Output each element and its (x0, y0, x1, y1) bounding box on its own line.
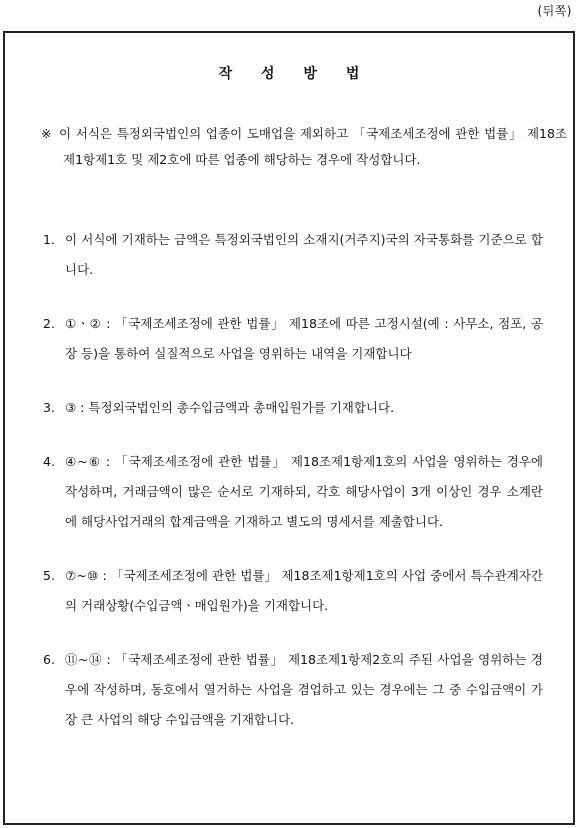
item-text: ④~⑥ : 「국제조세조정에 관한 법률」 제18조제1항제1호의 사업을 영위하는 경우에 작성하며, 거래금액이 많은 순서로 기재하되, 각호 해당사업이 3개 이상인 경우 소계란에 해당사업거래의 합계금액을 기재하고 별도의 명세서를 제출합니다. (65, 454, 543, 529)
instruction-item-3 (43, 393, 543, 423)
instruction-list (43, 225, 543, 759)
page-side-label: (뒤쪽) (537, 4, 572, 18)
general-note (41, 121, 567, 173)
instruction-item-1 (43, 225, 543, 285)
item-number: 3. (43, 400, 55, 415)
item-text: ⑪~⑭ : 「국제조세조정에 관한 법률」 제18조제1항제2호의 주된 사업을 영위하는 경우에 작성하며, 동호에서 열거하는 사업을 겸업하고 있는 경우에는 그 중 수입금액이 가장 큰 사업의 해당 수입금액을 기재합니다. (65, 652, 543, 727)
general-note-text: 이 서식은 특정외국법인의 업종이 도매업을 제외하고 「국제조세조정에 관한 법률」 제18조제1항제1호 및 제2호에 따른 업종에 해당하는 경우에 작성합니다. (59, 126, 567, 167)
instruction-item-6 (43, 645, 543, 735)
reference-mark: ※ (41, 126, 52, 141)
item-text: ⑦~⑩ : 「국제조세조정에 관한 법률」 제18조제1항제1호의 사업 중에서 특수관계자간의 거래상황(수입금액ㆍ매입원가)을 기재합니다. (65, 568, 543, 613)
item-number: 1. (43, 232, 55, 247)
item-text: ①ㆍ② : 「국제조세조정에 관한 법률」 제18조에 따른 고정시설(예 : 사무소, 점포, 공장 등)을 통하여 실질적으로 사업을 영위하는 내역을 기재합니다 (65, 316, 543, 361)
item-text: 이 서식에 기재하는 금액은 특정외국법인의 소재지(거주지)국의 자국통화를 기준으로 합니다. (65, 232, 543, 277)
item-number: 6. (43, 652, 55, 667)
instructions-frame (3, 31, 575, 825)
instruction-item-4 (43, 447, 543, 537)
item-number: 2. (43, 316, 55, 331)
item-text: ③ : 특정외국법인의 총수입금액과 총매입원가를 기재합니다. (65, 400, 395, 415)
item-number: 5. (43, 568, 55, 583)
document-title: 작 성 방 법 (218, 66, 372, 82)
item-number: 4. (43, 454, 55, 469)
instruction-item-5 (43, 561, 543, 621)
instruction-item-2 (43, 309, 543, 369)
